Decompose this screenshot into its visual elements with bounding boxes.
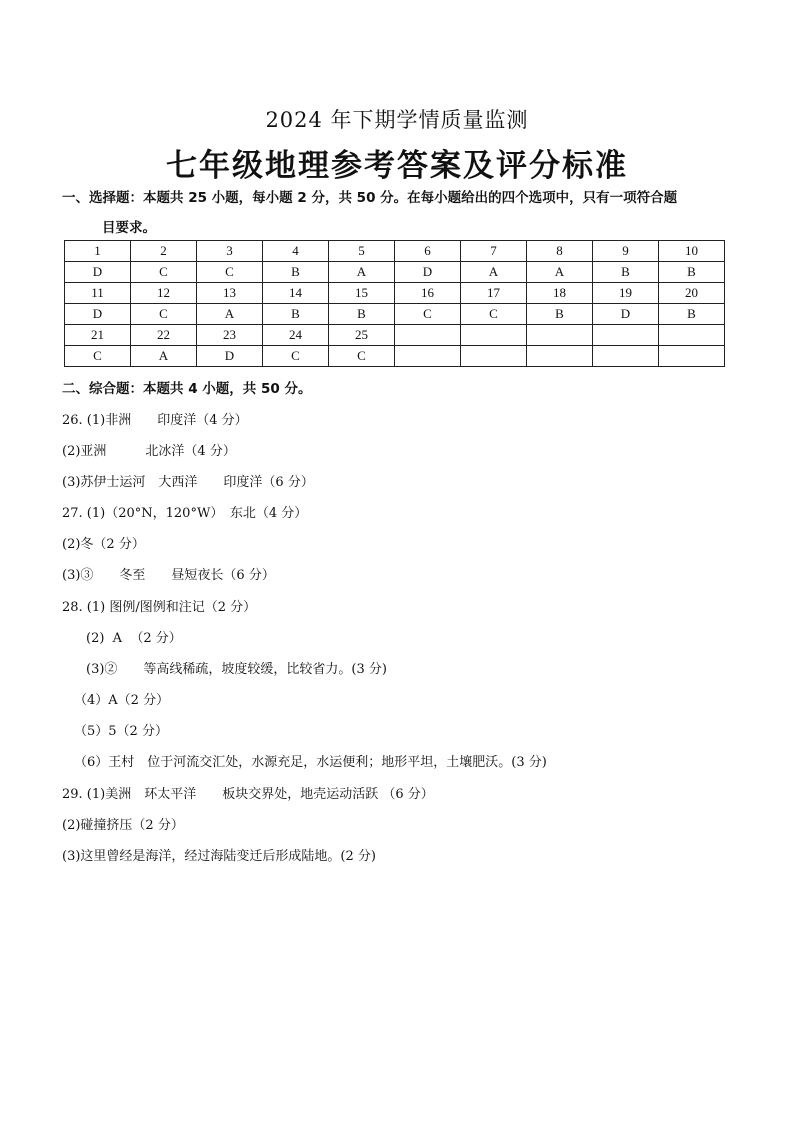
table-cell: 18 [527, 283, 593, 304]
table-cell [593, 325, 659, 346]
answer-line-26-1: 26. (1)非洲 印度洋（4 分） [62, 413, 248, 428]
table-cell [527, 346, 593, 367]
section-2-heading: 二、综合题：本题共 4 小题，共 50 分。 [62, 381, 312, 397]
table-cell: B [659, 304, 725, 325]
answer-line-28-5: （5）5（2 分） [74, 724, 168, 739]
table-cell: B [659, 262, 725, 283]
answer-line-27-2: (2)冬（2 分） [62, 537, 145, 552]
table-cell: B [263, 262, 329, 283]
answer-line-28-1: 28. (1) 图例/图例和注记（2 分） [62, 600, 257, 615]
table-cell [395, 346, 461, 367]
table-cell: 12 [131, 283, 197, 304]
table-cell [461, 346, 527, 367]
table-cell: 25 [329, 325, 395, 346]
table-cell: A [329, 262, 395, 283]
answer-line-29-3: (3)这里曾经是海洋，经过海陆变迁后形成陆地。(2 分) [62, 849, 376, 864]
table-cell: 24 [263, 325, 329, 346]
table-cell: B [263, 304, 329, 325]
table-cell [461, 325, 527, 346]
table-cell: C [131, 262, 197, 283]
table-cell: C [131, 304, 197, 325]
table-cell: 16 [395, 283, 461, 304]
table-cell: C [395, 304, 461, 325]
table-cell: 7 [461, 241, 527, 262]
table-cell: 14 [263, 283, 329, 304]
table-cell: 4 [263, 241, 329, 262]
table-cell: C [65, 346, 131, 367]
table-row [65, 262, 725, 283]
table-cell: 23 [197, 325, 263, 346]
table-row [65, 325, 725, 346]
answer-line-26-2: (2)亚洲 北冰洋（4 分） [62, 444, 236, 459]
table-cell: 1 [65, 241, 131, 262]
page-title: 七年级地理参考答案及评分标准 [166, 148, 628, 184]
table-cell: B [527, 304, 593, 325]
table-cell: 11 [65, 283, 131, 304]
table-cell: 21 [65, 325, 131, 346]
table-row [65, 241, 725, 262]
answer-line-28-2: (2) A （2 分） [86, 631, 182, 646]
table-row [65, 346, 725, 367]
answer-table [64, 240, 725, 367]
table-cell [659, 325, 725, 346]
table-cell: D [65, 262, 131, 283]
answer-line-29-2: (2)碰撞挤压（2 分） [62, 818, 184, 833]
answer-line-27-1: 27. (1)（20°N，120°W） 东北（4 分） [62, 506, 308, 521]
table-cell: C [461, 304, 527, 325]
table-row [65, 304, 725, 325]
table-cell: 22 [131, 325, 197, 346]
table-cell: A [131, 346, 197, 367]
section-1-heading-cont: 目要求。 [102, 220, 156, 236]
table-cell: D [593, 304, 659, 325]
table-row [65, 283, 725, 304]
table-cell: 9 [593, 241, 659, 262]
answer-line-29-1: 29. (1)美洲 环太平洋 板块交界处，地壳运动活跃 （6 分） [62, 787, 434, 802]
table-cell: 2 [131, 241, 197, 262]
table-cell: C [197, 262, 263, 283]
table-cell [527, 325, 593, 346]
table-cell: D [197, 346, 263, 367]
table-cell: D [395, 262, 461, 283]
table-cell [659, 346, 725, 367]
table-cell: 5 [329, 241, 395, 262]
table-cell: 20 [659, 283, 725, 304]
table-cell: A [197, 304, 263, 325]
answer-line-26-3: (3)苏伊士运河 大西洋 印度洋（6 分） [62, 475, 314, 490]
table-cell: 17 [461, 283, 527, 304]
table-cell: B [329, 304, 395, 325]
table-cell: A [461, 262, 527, 283]
table-cell: 6 [395, 241, 461, 262]
table-cell [593, 346, 659, 367]
answer-line-28-4: （4）A（2 分） [74, 693, 170, 708]
table-cell: 13 [197, 283, 263, 304]
table-cell: 15 [329, 283, 395, 304]
table-cell: C [263, 346, 329, 367]
answer-line-28-3: (3)② 等高线稀疏，坡度较缓，比较省力。(3 分) [86, 662, 387, 677]
table-cell: 19 [593, 283, 659, 304]
exam-subtitle: 2024 年下期学情质量监测 [265, 108, 529, 132]
answer-line-28-6: （6）王村 位于河流交汇处，水源充足，水运便利；地形平坦，土壤肥沃。(3 分) [74, 755, 547, 770]
table-cell: 3 [197, 241, 263, 262]
table-cell: A [527, 262, 593, 283]
table-cell: B [593, 262, 659, 283]
table-cell [395, 325, 461, 346]
table-cell: D [65, 304, 131, 325]
table-cell: 8 [527, 241, 593, 262]
answer-line-27-3: (3)③ 冬至 昼短夜长（6 分） [62, 568, 275, 583]
table-cell: 10 [659, 241, 725, 262]
table-cell: C [329, 346, 395, 367]
section-1-heading: 一、选择题：本题共 25 小题，每小题 2 分，共 50 分。在每小题给出的四个选项中，只有一项符合题 [62, 190, 678, 206]
